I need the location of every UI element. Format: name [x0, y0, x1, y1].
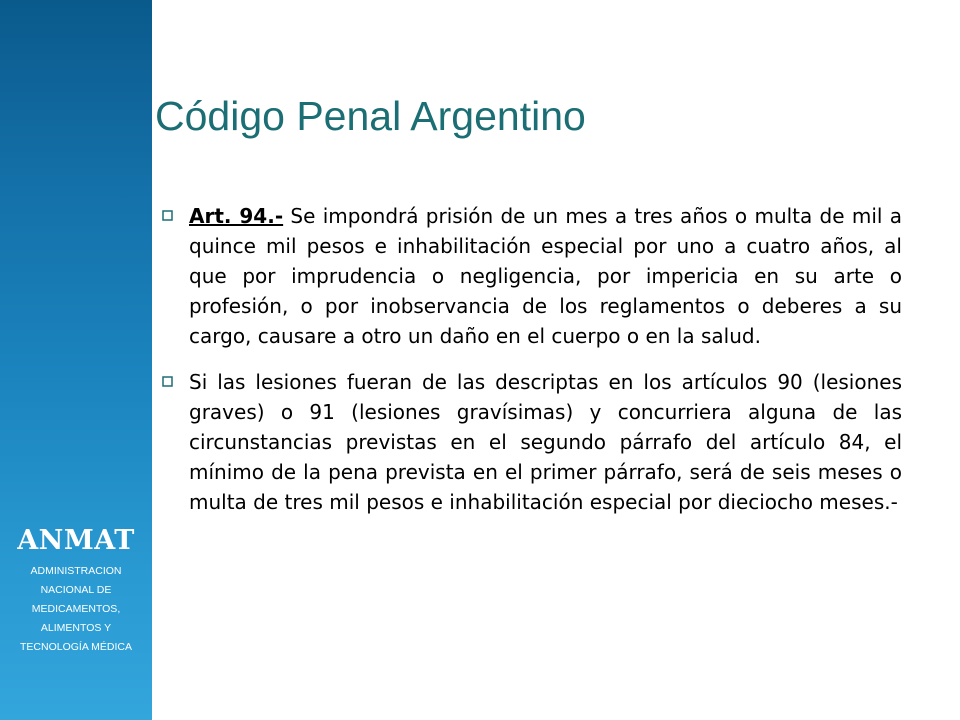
logo-subtitle-line: ADMINISTRACION	[30, 565, 122, 577]
bullet-item	[160, 201, 902, 351]
logo-title: ANMAT	[17, 525, 135, 556]
article-label: Art. 94.-	[189, 204, 284, 228]
sidebar	[0, 0, 152, 720]
logo-subtitle-line: ALIMENTOS Y	[40, 622, 112, 634]
slide-title: Código Penal Argentino	[155, 93, 586, 139]
logo-subtitle-line: NACIONAL DE	[40, 584, 112, 596]
bullet-text: Si las lesiones fueran de las descriptas en los artículos 90 (lesiones graves) o 91 (lesiones gravísimas) y concurriera alguna de las circunstancias previstas en el segundo párrafo del artículo 84, el mínimo de la pena prevista en el primer párrafo, será de seis meses o multa de tres mil pesos e inhabilitación especial por dieciocho meses.-	[189, 370, 902, 514]
hollow-square-bullet-icon	[160, 374, 176, 390]
logo-subtitle-line: TECNOLOGÍA MÉDICA	[19, 641, 133, 653]
bullet-item	[160, 367, 902, 517]
logo-subtitle-line: MEDICAMENTOS,	[31, 603, 121, 615]
anmat-logo	[0, 524, 152, 657]
logo-subtitle	[6, 562, 146, 657]
bullet-text: Se impondrá prisión de un mes a tres años o multa de mil a quince mil pesos e inhabilitación especial por uno a cuatro años, al que por imprudencia o negligencia, por impericia en su arte o profesión, o por inobservancia de los reglamentos o deberes a su cargo, causare a otro un daño en el cuerpo o en la salud.	[189, 204, 902, 348]
hollow-square-bullet-icon	[160, 208, 176, 224]
slide-body	[160, 201, 902, 533]
